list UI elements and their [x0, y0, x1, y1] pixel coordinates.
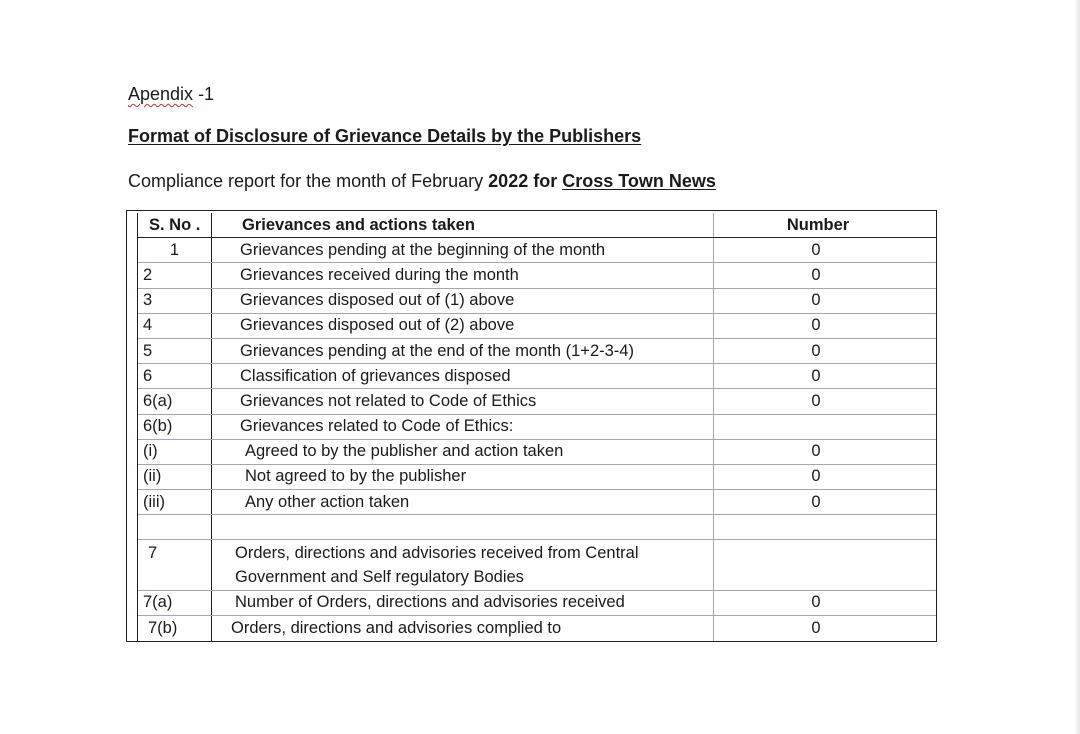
row-item: Grievances pending at the beginning of the month — [212, 238, 714, 262]
row-item: Orders, directions and advisories complied to — [212, 616, 714, 641]
row-item: Number of Orders, directions and advisories received — [212, 591, 714, 615]
table-row — [138, 263, 936, 288]
table-row — [138, 415, 936, 440]
row-item: Not agreed to by the publisher — [212, 465, 714, 489]
row-sno: 4 — [138, 314, 212, 338]
row-number: 0 — [811, 619, 821, 638]
row-number: 0 — [811, 341, 821, 360]
table-row — [138, 339, 936, 364]
table-row — [138, 440, 936, 465]
appendix-word: Apendix — [128, 84, 194, 104]
row-item: Grievances received during the month — [212, 263, 714, 287]
table-row — [138, 540, 936, 565]
row-number: 0 — [811, 593, 821, 612]
row-sno: 5 — [138, 339, 212, 363]
header-sno: S. No . — [138, 213, 212, 237]
row-item: Grievances related to Code of Ethics: — [212, 415, 714, 439]
row-sno: (i) — [138, 440, 212, 464]
row-item: Agreed to by the publisher and action taken — [212, 440, 714, 464]
row-number: 0 — [811, 442, 821, 461]
table-row — [138, 289, 936, 314]
row-sno: 7(a) — [138, 591, 212, 615]
table-row — [138, 389, 936, 414]
table-row-empty — [138, 515, 936, 540]
table-header-row — [138, 213, 936, 238]
row-number: 0 — [811, 316, 821, 335]
row-item: Grievances disposed out of (2) above — [212, 314, 714, 338]
row-sno: 1 — [138, 238, 212, 262]
row-item: Grievances disposed out of (1) above — [212, 289, 714, 313]
compliance-line — [128, 171, 716, 192]
row-number: 0 — [811, 240, 821, 259]
row-item: Grievances pending at the end of the month (1+2-3-4) — [212, 339, 714, 363]
table-row — [138, 566, 936, 591]
row-number — [714, 540, 936, 565]
appendix-label — [128, 84, 214, 105]
row-number — [714, 566, 936, 590]
row-item: Any other action taken — [212, 490, 714, 514]
table-row — [138, 591, 936, 616]
appendix-suffix: -1 — [193, 84, 215, 104]
row-sno: 7(b) — [138, 616, 212, 641]
page-edge-shadow — [1074, 0, 1080, 734]
row-item: Government and Self regulatory Bodies — [212, 566, 714, 590]
row-sno: (ii) — [138, 465, 212, 489]
header-item: Grievances and actions taken — [212, 213, 714, 237]
row-number: 0 — [811, 467, 821, 486]
row-item: Grievances not related to Code of Ethics — [212, 389, 714, 413]
row-sno — [138, 566, 212, 590]
row-number — [714, 515, 936, 539]
row-sno — [138, 515, 212, 539]
row-number: 0 — [811, 291, 821, 310]
row-sno: 6(a) — [138, 389, 212, 413]
table-row — [138, 465, 936, 490]
row-item — [212, 515, 714, 539]
compliance-year: 2022 for — [488, 171, 563, 191]
table-row — [138, 490, 936, 515]
row-sno: 3 — [138, 289, 212, 313]
table-row — [138, 616, 936, 641]
document-heading: Format of Disclosure of Grievance Details by the Publishers — [128, 126, 642, 146]
row-item: Classification of grievances disposed — [212, 364, 714, 388]
row-sno: (iii) — [138, 490, 212, 514]
row-sno: 6 — [138, 364, 212, 388]
table-row — [138, 238, 936, 263]
row-sno: 6(b) — [138, 415, 212, 439]
row-number: 0 — [811, 265, 821, 284]
header-number: Number — [786, 215, 850, 234]
compliance-prefix: Compliance report for the month of February — [128, 171, 489, 191]
row-number — [714, 415, 936, 439]
row-number: 0 — [811, 391, 821, 410]
table-row — [138, 364, 936, 389]
row-sno: 2 — [138, 263, 212, 287]
table-row — [138, 314, 936, 339]
row-sno: 7 — [138, 540, 212, 565]
row-item: Orders, directions and advisories received from Central — [212, 540, 714, 565]
row-number: 0 — [811, 492, 821, 511]
publisher-name: Cross Town News — [562, 171, 716, 191]
grievance-table — [126, 210, 937, 642]
row-number: 0 — [811, 366, 821, 385]
